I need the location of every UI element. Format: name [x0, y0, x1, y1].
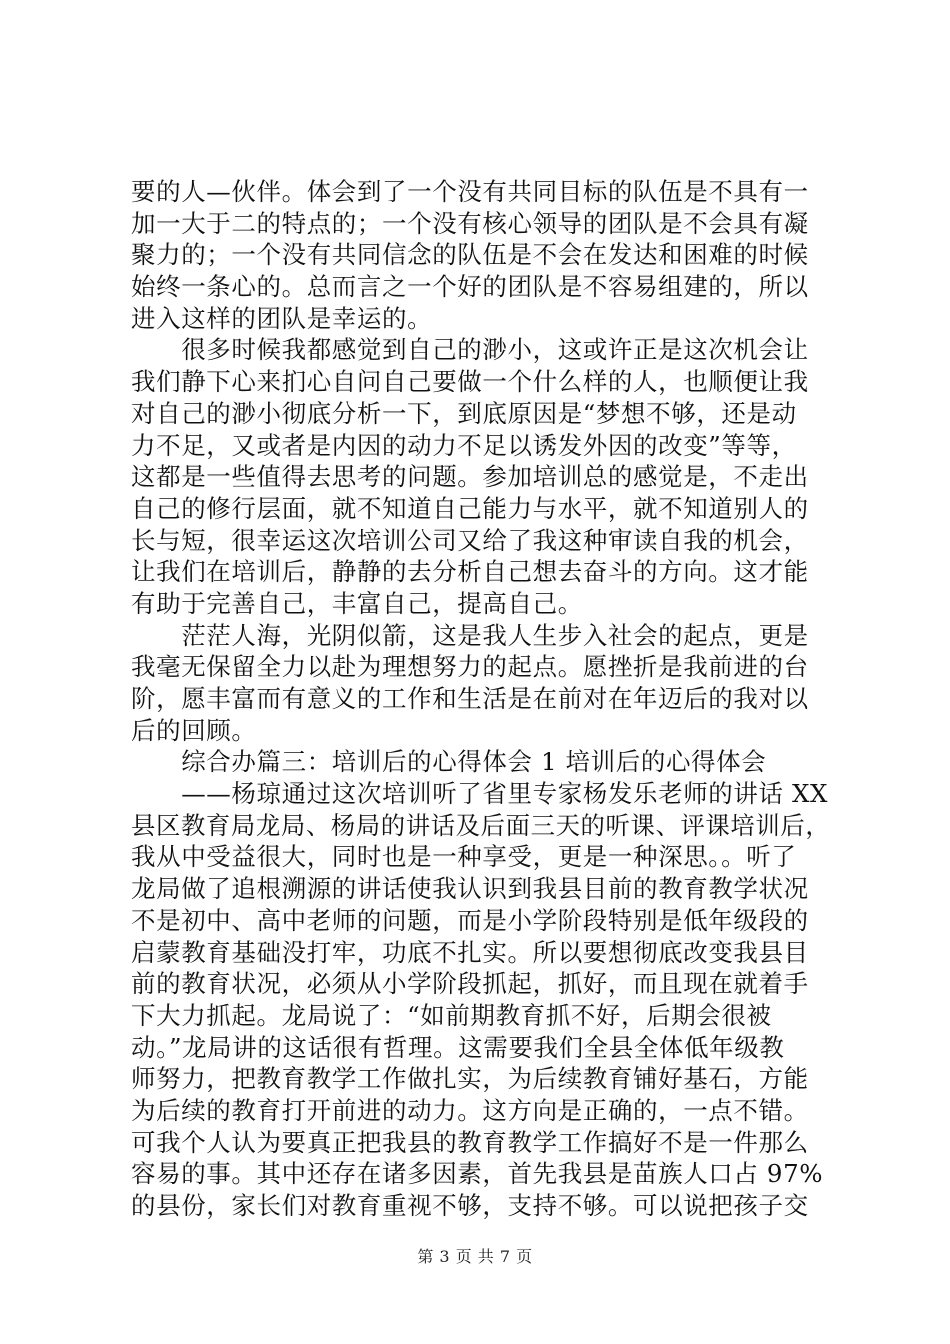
- text-line: 让我们在培训后，静静的去分析自己想去奋斗的方向。这才能: [131, 557, 809, 587]
- text-line: 聚力的；一个没有共同信念的队伍是不会在发达和困难的时候: [131, 240, 809, 270]
- text-line: 下大力抓起。龙局说了：“如前期教育抓不好，后期会很被: [131, 1000, 772, 1030]
- text-line: 龙局做了追根溯源的讲话使我认识到我县目前的教育教学状况: [131, 874, 809, 904]
- text-line: 要的人—伙伴。体会到了一个没有共同目标的队伍是不具有一: [131, 177, 809, 206]
- text-line: 综合办篇三：培训后的心得体会 1 培训后的心得体会: [131, 747, 767, 777]
- text-line: 很多时候我都感觉到自己的渺小，这或许正是这次机会让: [131, 335, 809, 365]
- text-line: 对自己的渺小彻底分析一下，到底原因是“梦想不够，还是动: [131, 398, 797, 428]
- page-footer: 第 3 页 共 7 页: [417, 1247, 533, 1266]
- text-line: 这都是一些值得去思考的问题。参加培训总的感觉是，不走出: [131, 462, 809, 492]
- text-line: 为后续的教育打开前进的动力。这方向是正确的，一点不错。: [131, 1095, 809, 1125]
- text-line: 自己的修行层面，就不知道自己能力与水平，就不知道别人的: [131, 493, 809, 523]
- text-line: 我从中受益很大，同时也是一种享受，更是一种深思。。听了: [131, 842, 797, 872]
- text-line: 容易的事。其中还存在诸多因素，首先我县是苗族人口占 97%: [131, 1159, 824, 1189]
- text-line: 我们静下心来扪心自问自己要做一个什么样的人，也顺便让我: [131, 367, 809, 397]
- text-line: 不是初中、高中老师的问题，而是小学阶段特别是低年级段的: [131, 905, 809, 935]
- text-line: ——杨琼通过这次培训听了省里专家杨发乐老师的讲话 XX: [131, 779, 829, 809]
- text-line: 县区教育局龙局、杨局的讲话及后面三天的听课、评课培训后，: [131, 810, 831, 840]
- text-line: 有助于完善自己，丰富自己，提高自己。: [131, 588, 583, 618]
- text-line: 加一大于二的特点的；一个没有核心领导的团队是不会具有凝: [131, 208, 809, 238]
- text-line: 长与短，很幸运这次培训公司又给了我这种审读自我的机会，: [131, 525, 809, 555]
- text-line: 茫茫人海，光阴似箭，这是我人生步入社会的起点，更是: [131, 620, 809, 650]
- text-line: 启蒙教育基础没打牢，功底不扎实。所以要想彻底改变我县目: [131, 937, 809, 967]
- text-line: 力不足，又或者是内因的动力不足以诱发外因的改变”等等，: [131, 430, 797, 460]
- text-line: 阶，愿丰富而有意义的工作和生活是在前对在年迈后的我对以: [131, 684, 809, 713]
- text-line: 始终一条心的。总而言之一个好的团队是不容易组建的，所以: [131, 272, 809, 302]
- text-line: 师努力，把教育教学工作做扎实，为后续教育铺好基石，方能: [131, 1064, 809, 1094]
- text-line: 进入这样的团队是幸运的。: [131, 303, 433, 333]
- text-line: 我毫无保留全力以赴为理想努力的起点。愿挫折是我前进的台: [131, 652, 809, 682]
- text-line: 动。”龙局讲的这话很有哲理。这需要我们全县全体低年级教: [131, 1032, 785, 1062]
- text-line: 后的回顾。: [131, 715, 257, 745]
- document-body: [131, 176, 831, 1222]
- text-line: 可我个人认为要真正把我县的教育教学工作搞好不是一件那么: [131, 1127, 809, 1157]
- text-line: 的县份，家长们对教育重视不够，支持不够。可以说把孩子交: [131, 1191, 809, 1220]
- text-line: 前的教育状况，必须从小学阶段抓起，抓好，而且现在就着手: [131, 969, 809, 999]
